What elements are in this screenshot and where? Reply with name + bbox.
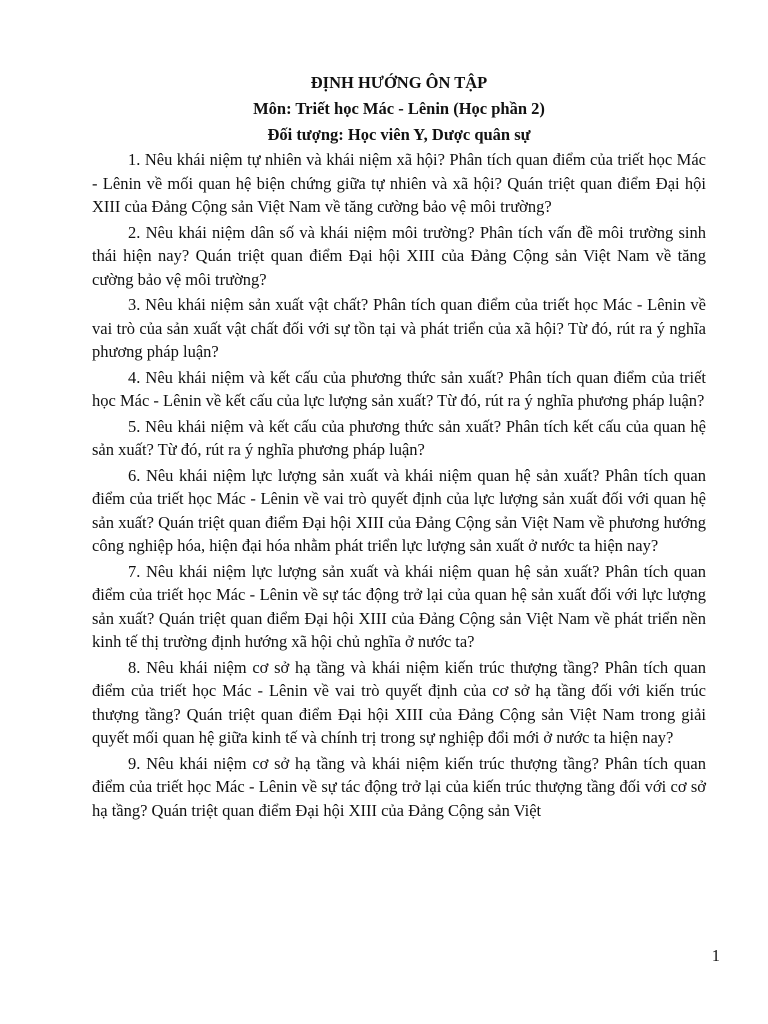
question-item: 4. Nêu khái niệm và kết cấu của phương thức sản xuất? Phân tích quan điểm của triết học Mác - Lênin về kết cấu của lực lượng sản xuất? Từ đó, rút ra ý nghĩa phương pháp luận? bbox=[92, 367, 706, 410]
question-item: 5. Nêu khái niệm và kết cấu của phương thức sản xuất? Phân tích kết cấu của quan hệ sản xuất? Từ đó, rút ra ý nghĩa phương pháp luận? bbox=[92, 416, 706, 459]
question-item: 7. Nêu khái niệm lực lượng sản xuất và khái niệm quan hệ sản xuất? Phân tích quan điểm của triết học Mác - Lênin về sự tác động trở lại của quan hệ sản xuất đối với lực lượng sản xuất? Quán triệt quan điểm Đại hội XIII của Đảng Cộng sản Việt Nam về phát triển nền kinh tế thị trường định hướng xã hội chủ nghĩa ở nước ta? bbox=[92, 561, 706, 651]
question-item: 9. Nêu khái niệm cơ sở hạ tầng và khái niệm kiến trúc thượng tầng? Phân tích quan điểm của triết học Mác - Lênin về sự tác động trở lại của kiến trúc thượng tầng đối với cơ sở hạ tầng? Quán triệt quan điểm Đại hội XIII của Đảng Cộng sản Việt bbox=[92, 753, 706, 820]
document-audience: Đối tượng: Học viên Y, Dược quân sự bbox=[267, 125, 531, 144]
question-item: 1. Nêu khái niệm tự nhiên và khái niệm xã hội? Phân tích quan điểm của triết học Mác - Lênin về mối quan hệ biện chứng giữa tự nhiên và xã hội? Quán triệt quan điểm Đại hội XIII của Đảng Cộng sản Việt Nam về tăng cường bảo vệ môi trường? bbox=[92, 150, 706, 216]
question-item: 8. Nêu khái niệm cơ sở hạ tầng và khái niệm kiến trúc thượng tầng? Phân tích quan điểm của triết học Mác - Lênin về vai trò quyết định của cơ sở hạ tầng đối với kiến trúc thượng tầng? Quán triệt quan điểm Đại hội XIII của Đảng Cộng sản Việt Nam trong giải quyết mối quan hệ giữa kinh tế và chính trị trong sự nghiệp đổi mới ở nước ta hiện nay? bbox=[92, 657, 706, 747]
question-item: 3. Nêu khái niệm sản xuất vật chất? Phân tích quan điểm của triết học Mác - Lênin về vai trò của sản xuất vật chất đối với sự tồn tại và phát triển của xã hội? Từ đó, rút ra ý nghĩa phương pháp luận? bbox=[92, 295, 706, 361]
document-subject: Môn: Triết học Mác - Lênin (Học phần 2) bbox=[253, 99, 545, 118]
page-number: 1 bbox=[711, 946, 720, 965]
document-header bbox=[92, 70, 706, 148]
document-title: ĐỊNH HƯỚNG ÔN TẬP bbox=[310, 73, 488, 92]
question-item: 2. Nêu khái niệm dân số và khái niệm môi trường? Phân tích vấn đề môi trường sinh thái hiện nay? Quán triệt quan điểm Đại hội XIII của Đảng Cộng sản Việt Nam về tăng cường bảo vệ môi trường? bbox=[92, 222, 706, 289]
question-item: 6. Nêu khái niệm lực lượng sản xuất và khái niệm quan hệ sản xuất? Phân tích quan điểm của triết học Mác - Lênin về vai trò quyết định của lực lượng sản xuất đối với quan hệ sản xuất? Quán triệt quan điểm Đại hội XIII của Đảng Cộng sản Việt Nam về phương hướng công nghiệp hóa, hiện đại hóa nhằm phát triển lực lượng sản xuất ở nước ta hiện nay? bbox=[92, 465, 706, 555]
document-page bbox=[92, 70, 706, 824]
question-list bbox=[92, 148, 706, 822]
